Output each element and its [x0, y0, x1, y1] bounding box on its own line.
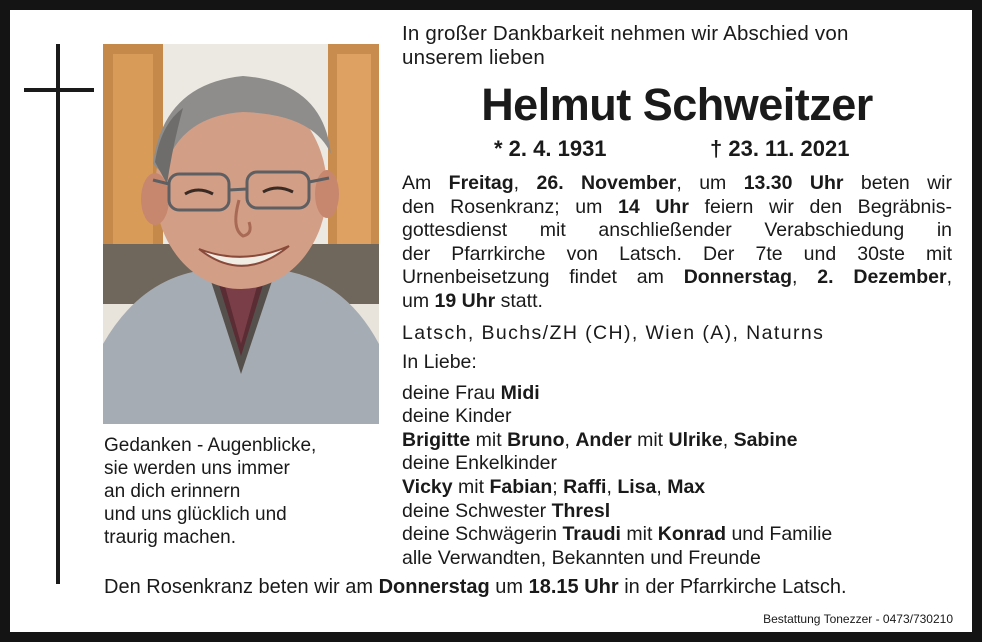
service-line	[402, 243, 952, 267]
life-dates	[402, 136, 952, 166]
text-segment: statt.	[495, 289, 543, 312]
bold-text: Fabian	[489, 475, 553, 498]
bold-text: Konrad	[657, 523, 727, 546]
text-segment: gottesdienst mit anschließender Verabschiedung in	[402, 219, 952, 242]
bold-text: Bruno	[507, 428, 565, 451]
text-segment: deine Kinder	[402, 405, 512, 428]
bold-text: Ander	[575, 428, 632, 451]
service-line	[402, 172, 952, 196]
text-segment: ,	[564, 428, 576, 451]
verse-line: an dich erinnern	[104, 481, 241, 502]
text-segment: ,	[792, 266, 818, 289]
places: Latsch, Buchs/ZH (CH), Wien (A), Naturns	[402, 321, 825, 344]
bold-text: 26. November	[536, 172, 677, 194]
text-segment: ,	[946, 266, 952, 289]
text-segment: deine Schwägerin	[402, 523, 563, 546]
family-line	[402, 429, 952, 453]
bold-text: Donnerstag	[683, 266, 793, 289]
bold-text: Lisa	[617, 475, 657, 498]
memorial-verse	[104, 434, 374, 549]
text-segment: alle Verwandten, Bekannten und Freunde	[402, 546, 761, 569]
text-segment: Urnenbeisetzung findet am	[402, 266, 684, 289]
service-line	[402, 219, 952, 243]
bold-text: 2. Dezember	[817, 266, 947, 289]
text-segment: und Familie	[726, 523, 833, 546]
text-segment: Den Rosenkranz beten wir am	[104, 576, 379, 598]
bold-text: Brigitte	[402, 428, 471, 451]
text-segment: der Pfarrkirche von Latsch. Der 7te und 30ste mit	[402, 242, 952, 265]
text-segment: deine Enkelkinder	[402, 452, 558, 475]
bold-text: 19 Uhr	[434, 289, 496, 312]
cross-icon-bar	[24, 88, 94, 92]
text-segment: ,	[656, 475, 668, 498]
verse-line: und uns glücklich und	[104, 504, 287, 525]
service-line	[402, 196, 952, 220]
bold-text: Thresl	[551, 499, 611, 522]
service-line	[402, 290, 952, 314]
text-segment: ,	[606, 475, 618, 498]
text-segment: ,	[513, 172, 537, 194]
text-segment: feiern wir den Begräbnis-	[688, 195, 952, 218]
birth-date: * 2. 4. 1931	[494, 136, 607, 161]
cross-icon	[56, 44, 60, 584]
family-list	[402, 382, 952, 571]
family-line	[402, 476, 952, 500]
bold-text: 14 Uhr	[618, 195, 689, 218]
text-segment: ,	[722, 428, 734, 451]
family-line	[402, 500, 952, 524]
bold-text: Sabine	[733, 428, 798, 451]
bold-text: Raffi	[563, 475, 607, 498]
intro-text	[402, 22, 952, 70]
bold-text: Traudi	[562, 523, 621, 546]
text-segment: deine Frau	[402, 381, 501, 404]
text-segment: mit	[620, 523, 658, 546]
bold-text: 18.15 Uhr	[528, 576, 619, 598]
family-line	[402, 547, 952, 571]
text-segment: , um	[676, 172, 744, 194]
text-segment: in der Pfarrkirche Latsch.	[618, 576, 847, 598]
portrait-photo	[103, 44, 379, 424]
text-segment: mit	[470, 428, 508, 451]
deceased-name: Helmut Schweitzer	[481, 79, 873, 130]
text-segment: mit	[631, 428, 669, 451]
intro-line: unserem lieben	[402, 46, 545, 69]
service-line	[402, 266, 952, 290]
text-segment: ;	[552, 475, 564, 498]
text-segment: deine Schwester	[402, 499, 552, 522]
bold-text: Donnerstag	[378, 576, 490, 598]
verse-line: Gedanken - Augenblicke,	[104, 435, 317, 456]
text-segment: um	[489, 576, 529, 598]
family-line	[402, 405, 952, 429]
bold-text: Ulrike	[668, 428, 723, 451]
bold-text: Midi	[500, 381, 540, 404]
bold-text: Max	[667, 475, 706, 498]
text-segment: mit	[452, 475, 490, 498]
service-details	[402, 172, 952, 314]
text-segment: beten wir	[843, 172, 952, 194]
family-line	[402, 523, 952, 547]
intro-line: In großer Dankbarkeit nehmen wir Abschied von	[402, 22, 849, 45]
text-segment: Am	[402, 172, 449, 194]
bold-text: Vicky	[402, 475, 453, 498]
verse-line: traurig machen.	[104, 527, 237, 548]
text-segment: um	[402, 289, 435, 312]
bold-text: 13.30 Uhr	[743, 172, 844, 194]
death-date: † 23. 11. 2021	[710, 136, 850, 161]
family-line	[402, 382, 952, 406]
announcement-text	[402, 22, 952, 570]
text-segment: den Rosenkranz; um	[402, 195, 618, 218]
in-love-label: In Liebe:	[402, 350, 477, 373]
verse-line: sie werden uns immer	[104, 458, 290, 479]
rosary-notice	[104, 576, 954, 599]
family-line	[402, 452, 952, 476]
bold-text: Freitag	[448, 172, 514, 194]
undertaker-credit: Bestattung Tonezzer - 0473/730210	[763, 612, 953, 626]
